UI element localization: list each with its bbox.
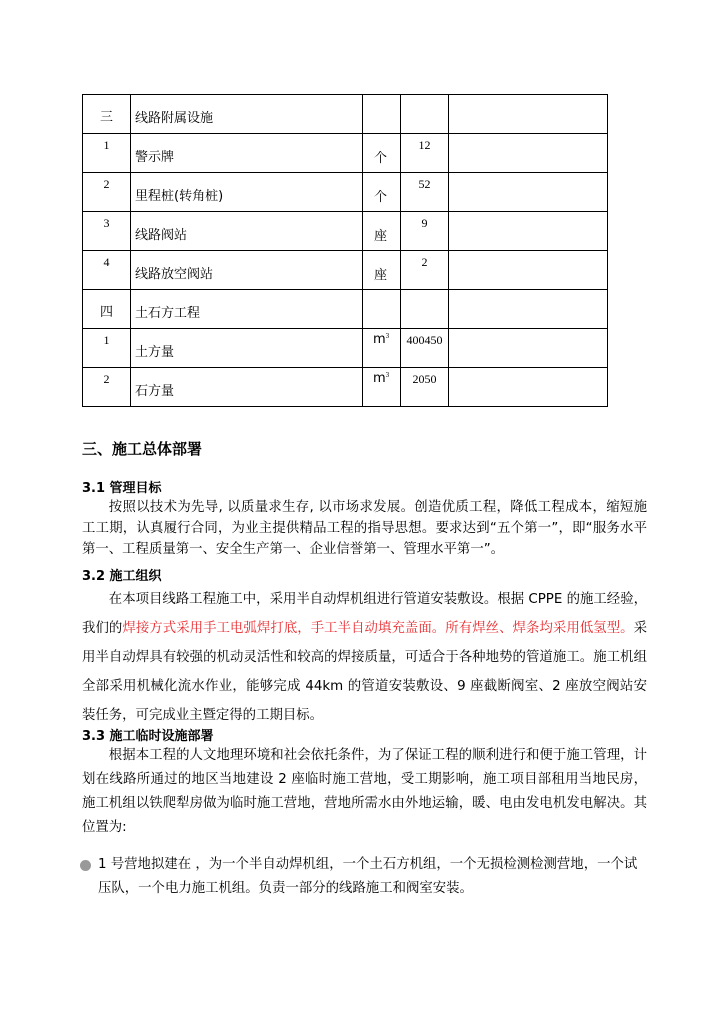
cell-index: [83, 212, 131, 251]
cell-item-name: [131, 290, 363, 329]
unit-superscript: 3: [385, 371, 390, 379]
cell-index: [83, 368, 131, 407]
cell-quantity-text: 12: [418, 138, 431, 152]
bullet-icon: [80, 860, 91, 871]
cell-unit: [363, 95, 401, 134]
cell-unit: [363, 251, 401, 290]
cell-unit-text: [373, 371, 389, 386]
cell-index-text: 四: [99, 305, 113, 320]
paragraph-text: 采用半自动焊具有较强的机动灵活性和较高的焊接质量，可适合于各种地势的管道施工。施工机组全部采用机械化流水作业，能够完成 44km 的管道安装敷设、9 座截断阀室、2 座放空阀站安装任务，可完成业主暨定得的工期目标。: [82, 621, 648, 723]
paragraph-management-goal: 按照以技术为先导, 以质量求生存, 以市场求发展。创造优质工程，降低工程成本，缩短施工工期，认真履行合同，为业主提供精品工程的指导思想。要求达到“五个第一”，即“服务水平第一、工程质量第一、安全生产第一、企业信誉第一、管理水平第一”。: [82, 500, 647, 557]
cell-remark: [449, 134, 608, 173]
cell-unit: [363, 368, 401, 407]
subsection-title-3-3: 3.3 施工临时设施部署: [82, 729, 214, 744]
cell-index-text: 1: [103, 333, 110, 347]
cell-index: [83, 329, 131, 368]
cell-quantity: [401, 173, 449, 212]
cell-remark: [449, 329, 608, 368]
cell-index: [83, 173, 131, 212]
cell-unit: [363, 134, 401, 173]
cell-unit-text: 个: [374, 151, 388, 166]
cell-item-name-text: 线路阀站: [135, 228, 188, 243]
cell-remark: [449, 251, 608, 290]
cell-unit: [363, 290, 401, 329]
cell-item-name-text: 警示牌: [135, 150, 175, 165]
paragraph-temp-facilities: 根据本工程的人文地理环境和社会依托条件，为了保证工程的顺利进行和便于施工管理，计划在线路所通过的地区当地建设 2 座临时施工营地，受工期影响，施工项目部租用当地民房，施工机组以铁爬犁房做为临时施工营地，营地所需水由外地运输，暖、电由发电机发电解决。其位置为:: [82, 748, 647, 835]
unit-base: m: [373, 371, 386, 386]
table-row: [83, 173, 608, 212]
cell-index-text: 3: [103, 216, 110, 230]
table-row: [83, 368, 608, 407]
cell-remark: [449, 290, 608, 329]
highlight-welding-method: 焊接方式采用手工电弧焊打底，手工半自动填充盖面。: [122, 621, 446, 636]
cell-item-name-text: 土石方工程: [135, 306, 201, 321]
cell-quantity: [401, 368, 449, 407]
cell-index: [83, 95, 131, 134]
cell-item-name-text: 线路附属设施: [135, 111, 214, 126]
cell-item-name: [131, 95, 363, 134]
cell-item-name: [131, 368, 363, 407]
cell-item-name: [131, 134, 363, 173]
cell-index-text: 2: [103, 177, 110, 191]
cell-item-name-text: 里程桩(转角桩): [135, 189, 224, 204]
cell-quantity-text: 400450: [406, 333, 443, 347]
cell-quantity-text: 2: [421, 255, 428, 269]
cell-item-name: [131, 173, 363, 212]
cell-remark: [449, 212, 608, 251]
cell-item-name-text: 石方量: [135, 384, 175, 399]
table-row: [83, 95, 608, 134]
table-row: [83, 290, 608, 329]
cell-quantity: [401, 251, 449, 290]
cell-remark: [449, 368, 608, 407]
table-row: [83, 329, 608, 368]
cell-item-name-text: 土方量: [135, 345, 175, 360]
cell-unit-text: 个: [374, 190, 388, 205]
cell-index-text: 三: [99, 110, 113, 125]
cell-item-name: [131, 329, 363, 368]
cell-unit: [363, 329, 401, 368]
cell-index-text: 4: [103, 255, 110, 269]
cell-quantity: [401, 290, 449, 329]
cell-unit-text: 座: [374, 229, 388, 244]
cell-unit: [363, 212, 401, 251]
paragraph-text: 在本项目线路工程施工中，采用半自动焊机组进行管道安装敷设。根据 CPPE 的施工经验，我们的: [82, 592, 647, 636]
cell-unit-text: 座: [374, 268, 388, 283]
cell-unit: [363, 173, 401, 212]
cell-quantity-text: 9: [421, 216, 428, 230]
table-row: [83, 212, 608, 251]
quantity-table: [82, 94, 608, 407]
subsection-title-3-2: 3.2 施工组织: [82, 569, 162, 584]
table-row: [83, 134, 608, 173]
cell-index: [83, 290, 131, 329]
highlight-welding-material: 所有焊丝、焊条均采用低氢型。: [445, 621, 634, 636]
cell-quantity-text: 52: [418, 177, 431, 191]
cell-remark: [449, 95, 608, 134]
unit-base: m: [373, 332, 386, 347]
cell-quantity: [401, 212, 449, 251]
cell-unit-text: [373, 332, 389, 347]
subsection-title-3-1: 3.1 管理目标: [82, 481, 162, 496]
cell-remark: [449, 173, 608, 212]
table-row: [83, 251, 608, 290]
paragraph-construction-org: [82, 585, 647, 730]
cell-index-text: 2: [103, 372, 110, 386]
unit-superscript: 3: [385, 332, 390, 340]
cell-item-name: [131, 212, 363, 251]
cell-index: [83, 134, 131, 173]
cell-quantity: [401, 95, 449, 134]
cell-index: [83, 251, 131, 290]
cell-quantity: [401, 329, 449, 368]
cell-quantity: [401, 134, 449, 173]
cell-index-text: 1: [103, 138, 110, 152]
cell-item-name: [131, 251, 363, 290]
bullet-text: 1 号营地拟建在 ，为一个半自动焊机组，一个土石方机组，一个无损检测检测营地，一个试压队，一个电力施工机组。负责一部分的线路施工和阀室安装。: [98, 857, 638, 896]
cell-item-name-text: 线路放空阀站: [135, 267, 214, 282]
section-title: 三、施工总体部署: [82, 440, 203, 458]
cell-quantity-text: 2050: [412, 372, 437, 386]
